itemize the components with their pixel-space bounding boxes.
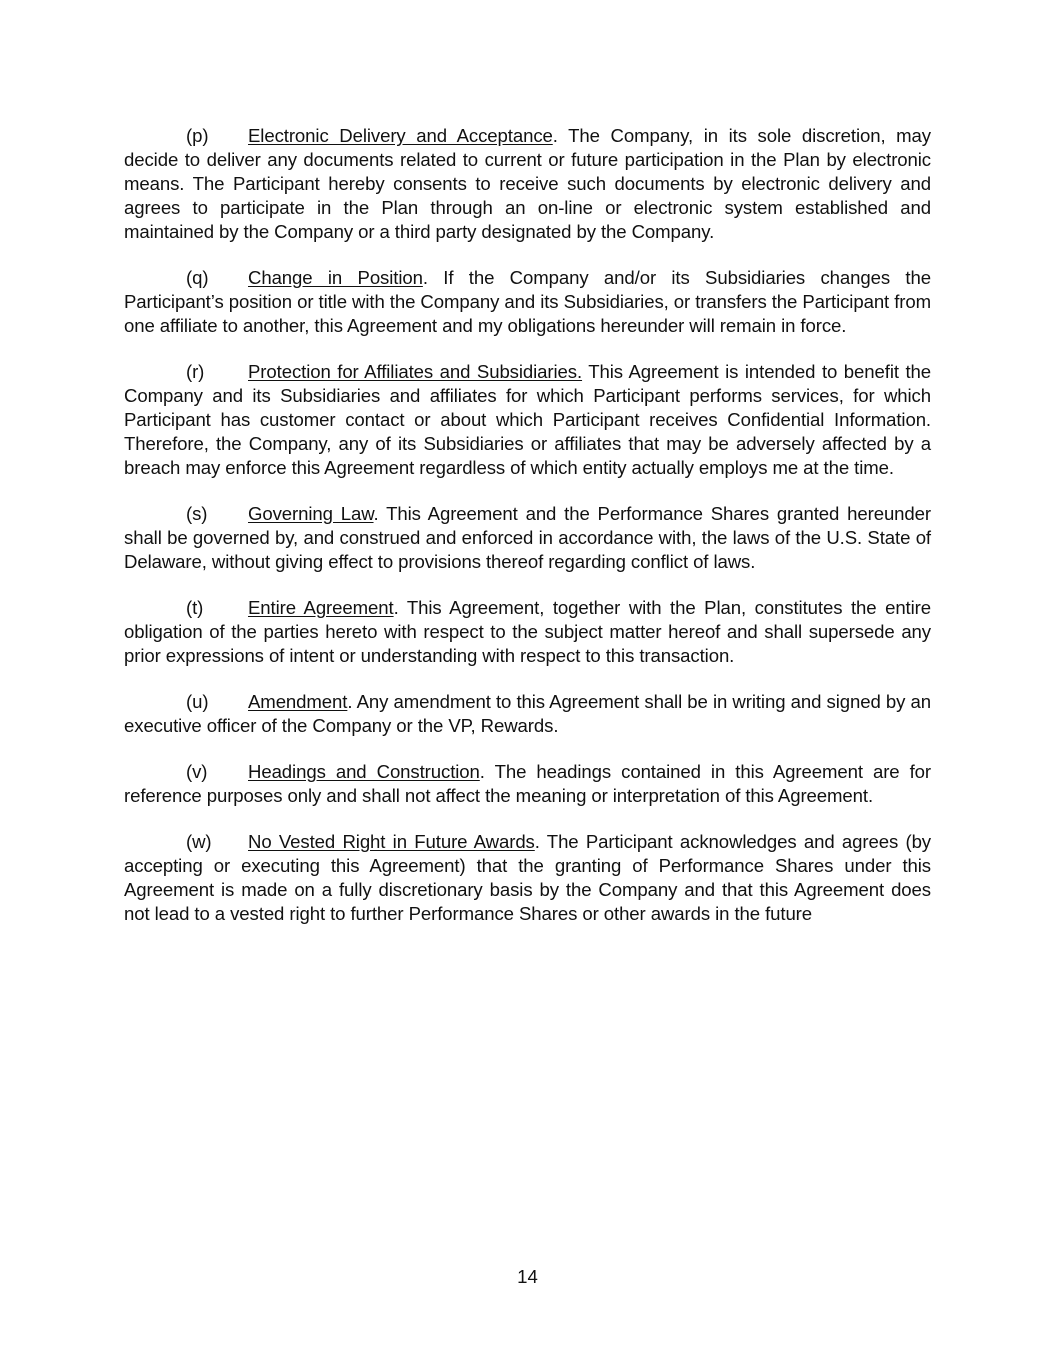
section-heading: Protection for Affiliates and Subsidiaries. [248, 361, 583, 382]
section-heading: Change in Position [248, 267, 423, 288]
page-number: 14 [517, 1266, 538, 1287]
section-body: . This Agreement, together with the Plan, constitutes the entire obligation of the parties hereto with respect to the subject matter hereof and shall supersede any prior expressions of intent or understanding with respect to this transaction. [124, 597, 931, 666]
section-q [124, 266, 931, 338]
section-body: . The Participant acknowledges and agrees (by accepting or executing this Agreement) that the granting of Performance Shares under this Agreement is made on a fully discretionary basis by the Company and that this Agreement does not lead to a vested right to further Performance Shares or other awards in the future [124, 831, 932, 924]
section-letter: (p) [186, 125, 209, 146]
section-letter: (r) [186, 361, 205, 382]
section-heading: No Vested Right in Future Awards [248, 831, 535, 852]
section-body: . This Agreement and the Performance Shares granted hereunder shall be governed by, and construed and enforced in accordance with, the laws of the U.S. State of Delaware, without giving effect to provisions thereof regarding conflict of laws. [124, 503, 931, 572]
section-v [124, 760, 931, 808]
section-letter: (t) [186, 597, 204, 618]
section-letter: (w) [186, 831, 212, 852]
section-u [124, 690, 931, 738]
section-body: . If the Company and/or its Subsidiaries changes the Participant’s position or title with the Company and its Subsidiaries, or transfers the Participant from one affiliate to another, this Agreement and my obligations hereunder will remain in force. [124, 267, 931, 336]
section-body: . The Company, in its sole discretion, may decide to deliver any documents related to current or future participation in the Plan by electronic means. The Participant hereby consents to receive such documents by electronic delivery and agrees to participate in the Plan through an on-line or electronic system established and maintained by the Company or a third party designated by the Company. [124, 125, 931, 242]
section-letter: (v) [186, 761, 208, 782]
document-page [124, 124, 931, 948]
section-letter: (q) [186, 267, 209, 288]
section-heading: Entire Agreement [248, 597, 394, 618]
section-letter: (u) [186, 691, 209, 712]
section-body: . The headings contained in this Agreement are for reference purposes only and shall not affect the meaning or interpretation of this Agreement. [124, 761, 932, 806]
section-heading: Governing Law [248, 503, 374, 524]
section-p [124, 124, 931, 244]
section-r [124, 360, 931, 480]
section-w [124, 830, 931, 926]
section-heading: Electronic Delivery and Acceptance [248, 125, 553, 146]
section-heading: Headings and Construction [248, 761, 480, 782]
section-body: . Any amendment to this Agreement shall be in writing and signed by an executive officer of the Company or the VP, Rewards. [124, 691, 931, 736]
section-body: This Agreement is intended to benefit the Company and its Subsidiaries and affiliates for which Participant performs services, for which Participant has customer contact or about which Participant receives Confidential Information. Therefore, the Company, any of its Subsidiaries or affiliates that may be adversely affected by a breach may enforce this Agreement regardless of which entity actually employs me at the time. [124, 361, 931, 478]
section-heading: Amendment [248, 691, 348, 712]
section-s [124, 502, 931, 574]
section-letter: (s) [186, 503, 208, 524]
section-t [124, 596, 931, 668]
